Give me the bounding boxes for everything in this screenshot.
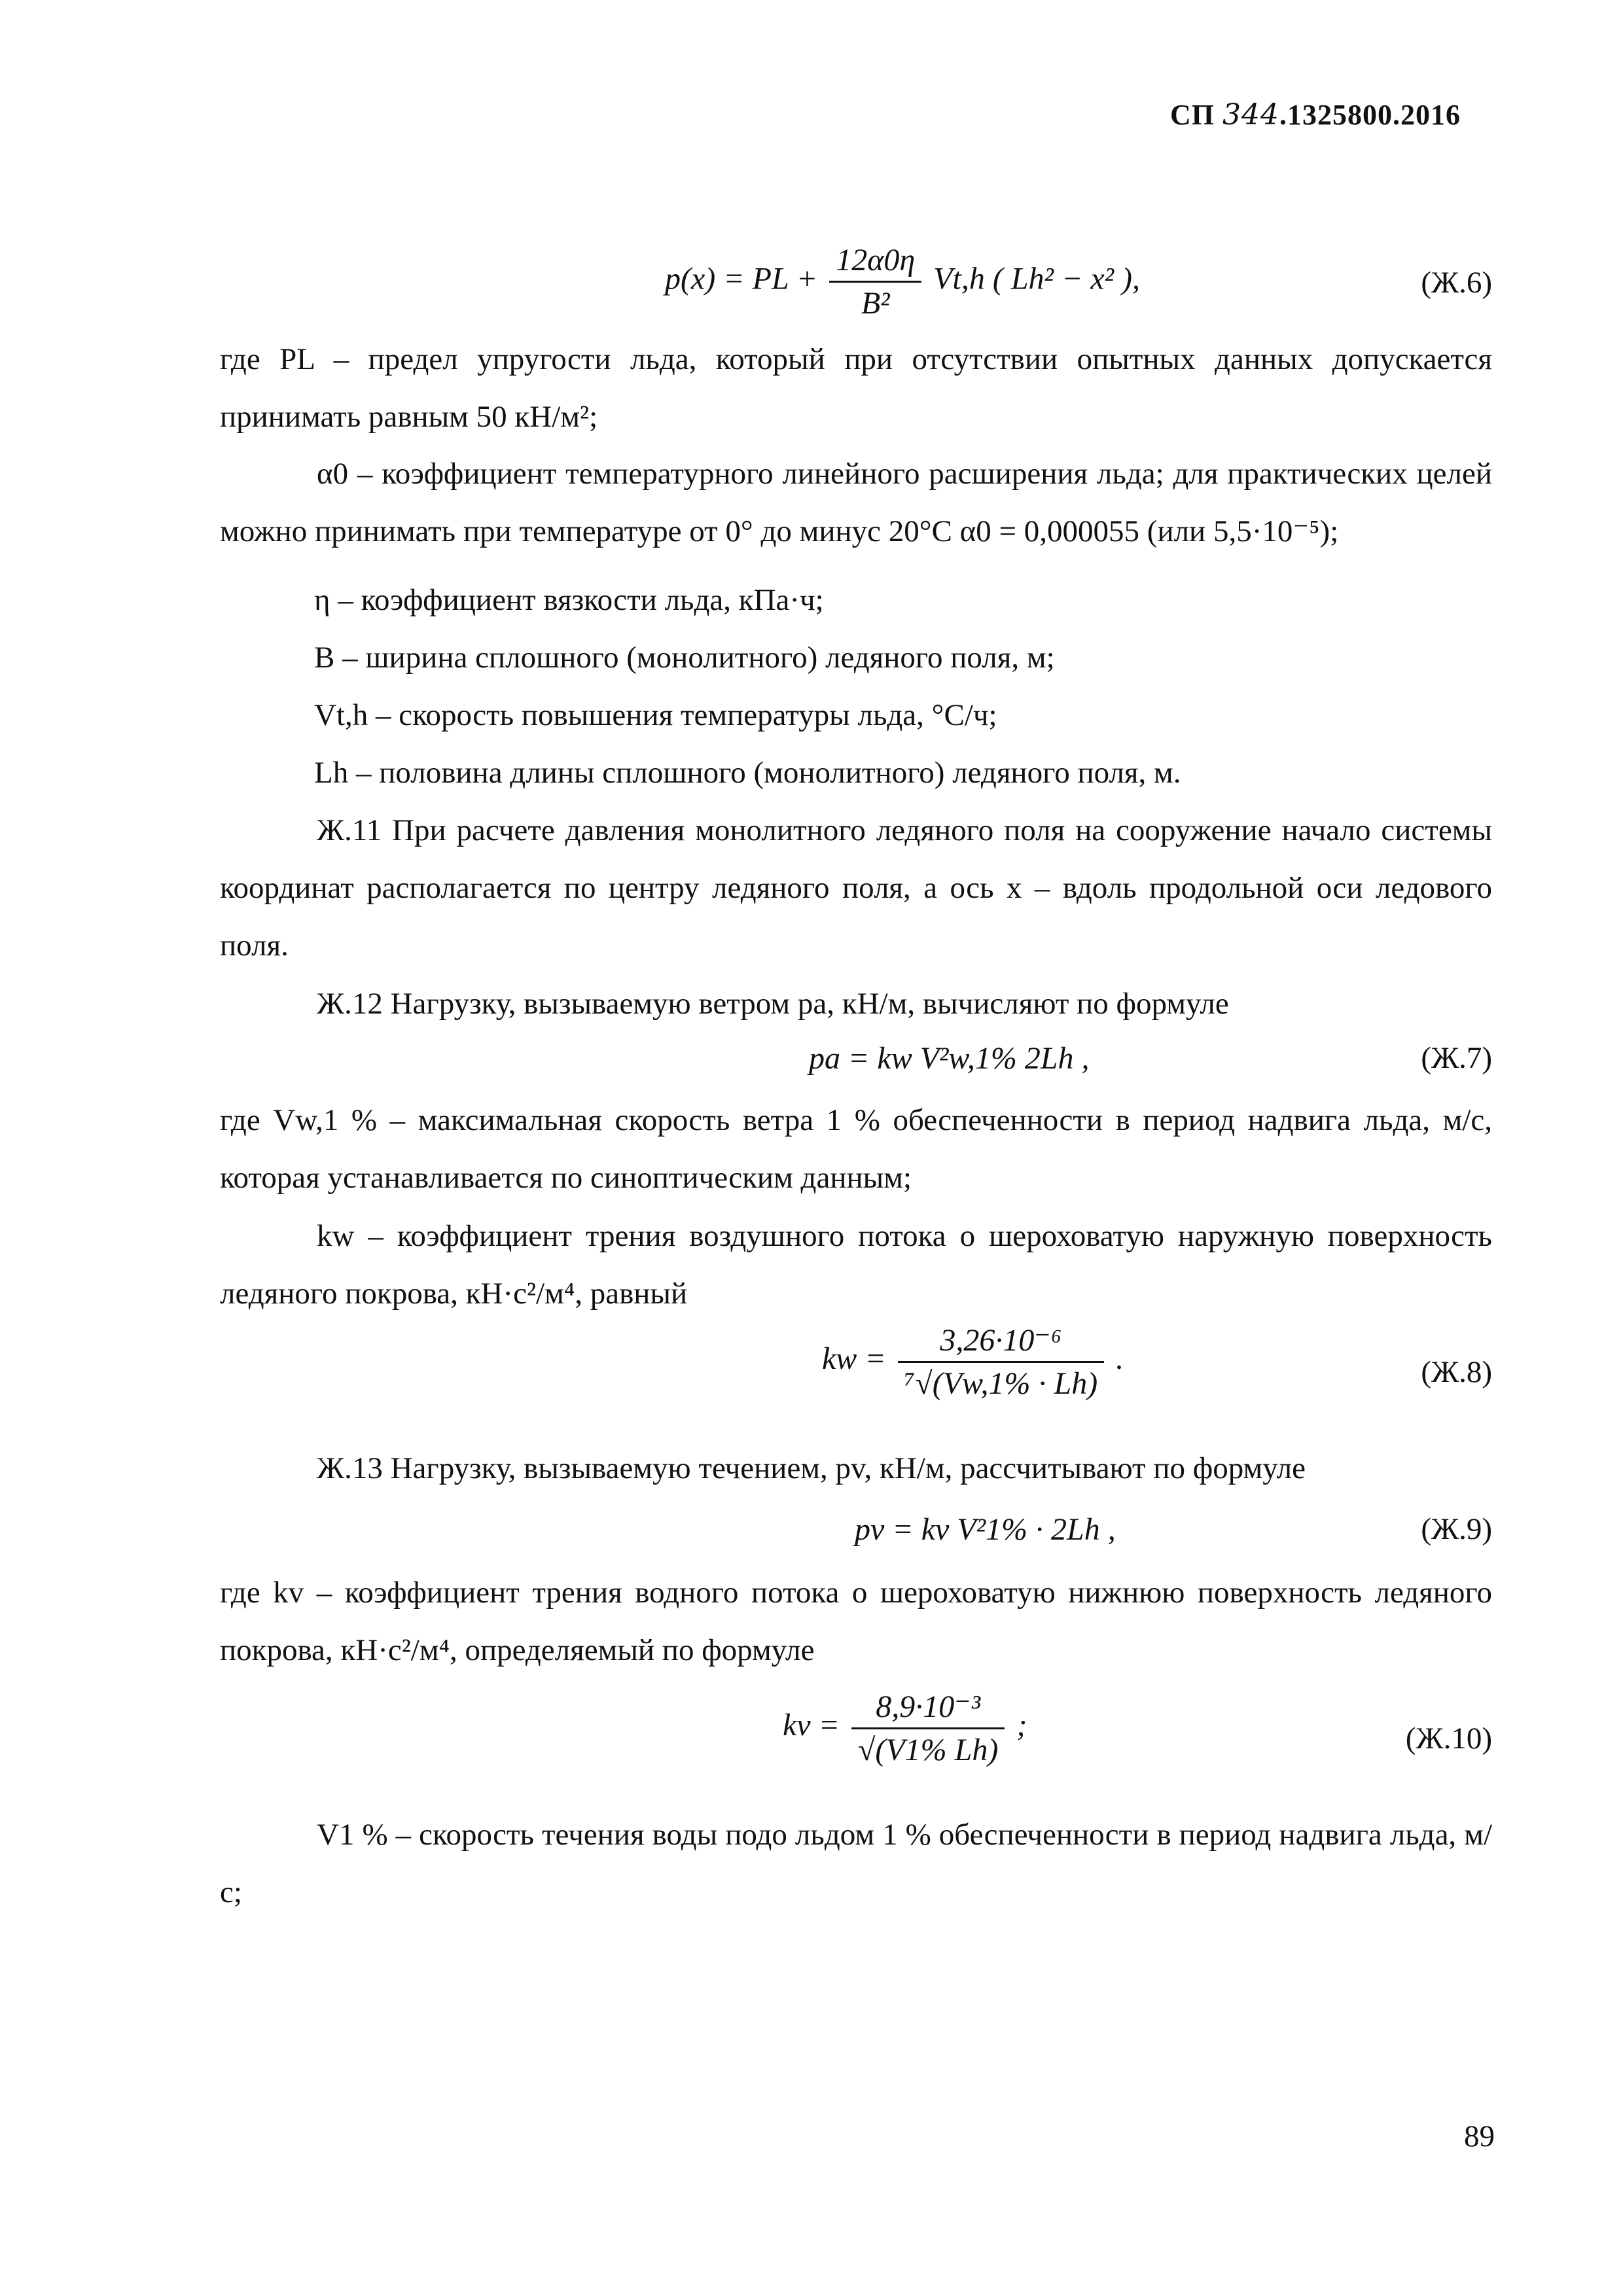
formula-zh7: [220, 1027, 1492, 1093]
code-handwritten-number: 344: [1222, 98, 1279, 132]
line-lh-definition: Lh – половина длины сплошного (монолитного) ледяного поля, м.: [314, 756, 1181, 790]
formula-zh10-numerator: 8,9·10⁻³: [851, 1688, 1005, 1729]
paragraph-alpha-definition: α0 – коэффициент температурного линейного расширения льда; для практических целей можно принимать при температуре от 0° до минус 20°С α0 = 0,000055 (или 5,5·10⁻⁵);: [220, 457, 1492, 548]
line-eta-definition: η – коэффициент вязкости льда, кПа·ч;: [314, 583, 824, 617]
formula-zh8-number: (Ж.8): [1421, 1355, 1492, 1389]
code-prefix: СП: [1170, 99, 1215, 131]
formula-zh10-number: (Ж.10): [1405, 1722, 1492, 1756]
paragraph-kw-definition: kw – коэффициент трения воздушного потока о шероховатую наружную поверхность ледяного покрова, кН·с²/м⁴, равный: [220, 1219, 1492, 1311]
formula-zh9: [220, 1498, 1492, 1564]
formula-zh9-number: (Ж.9): [1421, 1512, 1492, 1546]
formula-zh6-tail: Vt,h ( Lh² − x² ),: [933, 261, 1141, 296]
formula-zh6-lhs: p(x) = PL +: [665, 261, 818, 296]
formula-zh10: [220, 1682, 1492, 1793]
formula-zh10-denominator: √(V1% Lh): [858, 1733, 999, 1767]
formula-zh8-tail: .: [1116, 1341, 1124, 1377]
formula-zh8-denominator: ⁷√(Vw,1% · Lh): [904, 1366, 1098, 1401]
document-code: [1170, 98, 1461, 132]
paragraph-zh13: Ж.13 Нагрузку, вызываемую течением, pv, кН/м, рассчитывают по формуле: [317, 1451, 1306, 1485]
formula-zh7-expression: pa = kw V²w,1% 2Lh ,: [809, 1041, 1090, 1076]
formula-zh8-lhs: kw =: [822, 1341, 886, 1377]
formula-zh10-lhs: kv =: [783, 1708, 840, 1743]
formula-zh10-fraction: [851, 1688, 1005, 1768]
paragraph-vw-definition: где Vw,1 % – максимальная скорость ветра 1 % обеспеченности в период надвига льда, м/с, которая устанавливается по синоптическим данным;: [220, 1103, 1492, 1195]
paragraph-pl-definition: где PL – предел упругости льда, который при отсутствии опытных данных допускается принимать равным 50 кН/м²;: [220, 342, 1492, 434]
formula-zh8-numerator: 3,26·10⁻⁶: [898, 1322, 1104, 1363]
formula-zh9-expression: pv = kv V²1% · 2Lh ,: [855, 1512, 1116, 1547]
formula-zh8: [220, 1315, 1492, 1426]
formula-zh6-numerator: 12α0η: [829, 242, 921, 283]
paragraph-zh12: Ж.12 Нагрузку, вызываемую ветром pa, кН/м, вычисляют по формуле: [317, 987, 1229, 1021]
formula-zh6-denominator: B²: [861, 286, 890, 321]
paragraph-v1-definition: V1 % – скорость течения воды подо льдом 1 % обеспеченности в период надвига льда, м/с;: [220, 1818, 1492, 1909]
formula-zh7-number: (Ж.7): [1421, 1041, 1492, 1075]
line-vth-definition: Vt,h – скорость повышения температуры льда, °С/ч;: [314, 698, 997, 732]
page-number: 89: [1464, 2119, 1495, 2153]
paragraph-kv-definition: где kv – коэффициент трения водного потока о шероховатую нижнюю поверхность ледяного покрова, кН·с²/м⁴, определяемый по формуле: [220, 1576, 1492, 1667]
formula-zh10-tail: ;: [1016, 1708, 1027, 1743]
code-suffix: .1325800.2016: [1279, 99, 1461, 131]
formula-zh6: [220, 236, 1492, 334]
formula-zh8-fraction: [898, 1322, 1104, 1402]
formula-zh6-number: (Ж.6): [1421, 266, 1492, 300]
paragraph-zh11: Ж.11 При расчете давления монолитного ледяного поля на сооружение начало системы координат располагается по центру ледяного поля, а ось x – вдоль продольной оси ледового поля.: [220, 813, 1492, 963]
formula-zh6-fraction: [829, 242, 921, 321]
line-b-definition: B – ширина сплошного (монолитного) ледяного поля, м;: [314, 641, 1055, 675]
